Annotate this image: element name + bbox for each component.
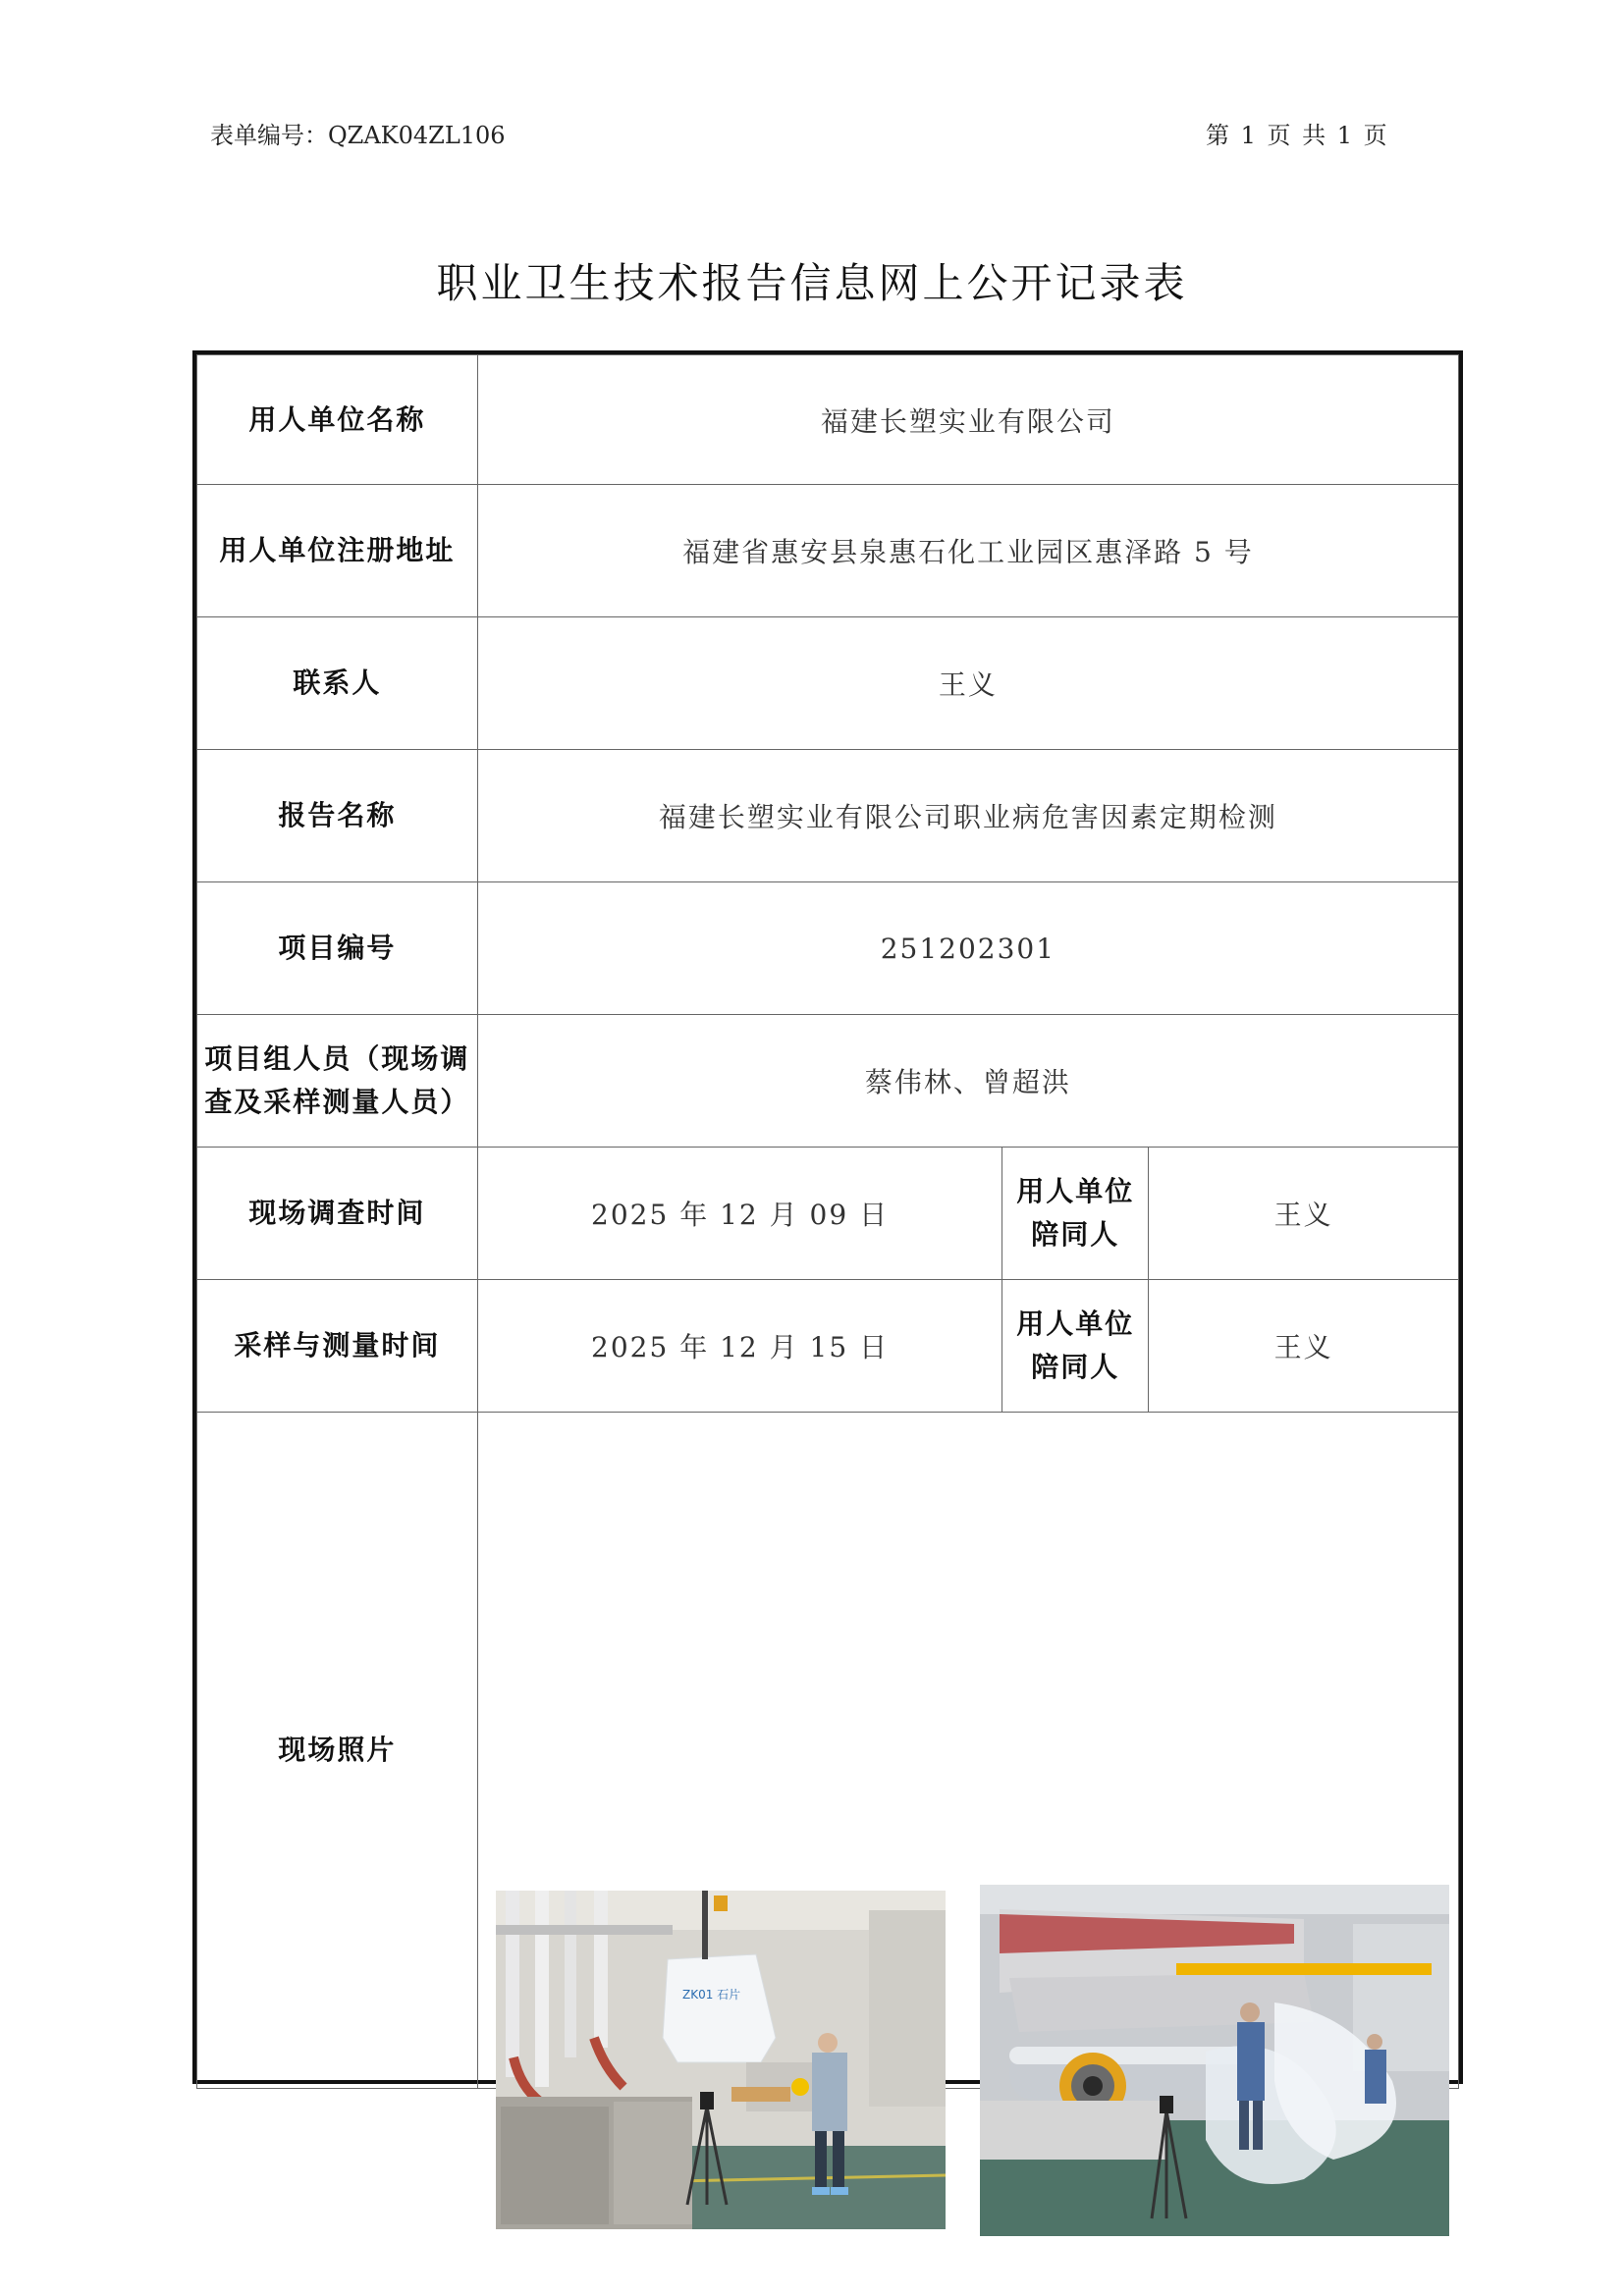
sampling-date: 2025 年 12 月 15 日 bbox=[477, 1280, 1002, 1413]
survey-label: 现场调查时间 bbox=[197, 1148, 478, 1280]
survey-date: 2025 年 12 月 09 日 bbox=[477, 1148, 1002, 1280]
contact-label: 联系人 bbox=[197, 617, 478, 750]
row-project-no bbox=[197, 882, 1459, 1015]
site-photo-1-image bbox=[496, 1891, 946, 2229]
row-photos bbox=[197, 1413, 1459, 2089]
form-number: 表单编号：QZAK04ZL106 bbox=[210, 122, 506, 149]
project-no-value: 251202301 bbox=[477, 882, 1458, 1015]
team-label-line1: 项目组人员（现场调 bbox=[204, 1042, 470, 1075]
row-employer-address bbox=[197, 485, 1459, 617]
sampling-companion-label-line1: 用人单位 bbox=[1016, 1308, 1135, 1340]
contact-value: 王义 bbox=[477, 617, 1458, 750]
survey-companion-label-line1: 用人单位 bbox=[1016, 1175, 1135, 1207]
survey-companion-value: 王义 bbox=[1149, 1148, 1459, 1280]
sampling-companion-value: 王义 bbox=[1149, 1280, 1459, 1413]
photos-cell bbox=[477, 1413, 1458, 2089]
row-team bbox=[197, 1015, 1459, 1148]
employer-address-value: 福建省惠安县泉惠石化工业园区惠泽路 5 号 bbox=[477, 485, 1458, 617]
project-no-label: 项目编号 bbox=[197, 882, 478, 1015]
survey-companion-label-line2: 陪同人 bbox=[1031, 1218, 1120, 1251]
page-info: 第 1 页 共 1 页 bbox=[1206, 122, 1389, 149]
employer-name-label: 用人单位名称 bbox=[197, 355, 478, 485]
row-contact bbox=[197, 617, 1459, 750]
site-photo-1 bbox=[496, 1891, 946, 2229]
row-survey bbox=[197, 1148, 1459, 1280]
survey-companion-label bbox=[1002, 1148, 1149, 1280]
report-name-label: 报告名称 bbox=[197, 750, 478, 882]
sampling-label: 采样与测量时间 bbox=[197, 1280, 478, 1413]
page-title: 职业卫生技术报告信息网上公开记录表 bbox=[436, 259, 1188, 307]
team-label bbox=[197, 1015, 478, 1148]
row-employer-name bbox=[197, 355, 1459, 485]
team-label-line2: 查及采样测量人员） bbox=[204, 1086, 470, 1118]
row-report-name bbox=[197, 750, 1459, 882]
report-name-value: 福建长塑实业有限公司职业病危害因素定期检测 bbox=[477, 750, 1458, 882]
bag-print: ZK01 石片 bbox=[681, 1988, 740, 2002]
employer-address-label: 用人单位注册地址 bbox=[197, 485, 478, 617]
employer-name-value: 福建长塑实业有限公司 bbox=[477, 355, 1458, 485]
record-table bbox=[196, 354, 1459, 2089]
row-sampling bbox=[197, 1280, 1459, 1413]
team-value: 蔡伟林、曾超洪 bbox=[477, 1015, 1458, 1148]
record-table-frame bbox=[192, 350, 1463, 2084]
sampling-companion-label-line2: 陪同人 bbox=[1031, 1351, 1120, 1383]
sampling-companion-label bbox=[1002, 1280, 1149, 1413]
photos-label: 现场照片 bbox=[197, 1413, 478, 2089]
site-photo-2 bbox=[980, 1885, 1449, 2236]
site-photo-2-image bbox=[980, 1885, 1449, 2236]
